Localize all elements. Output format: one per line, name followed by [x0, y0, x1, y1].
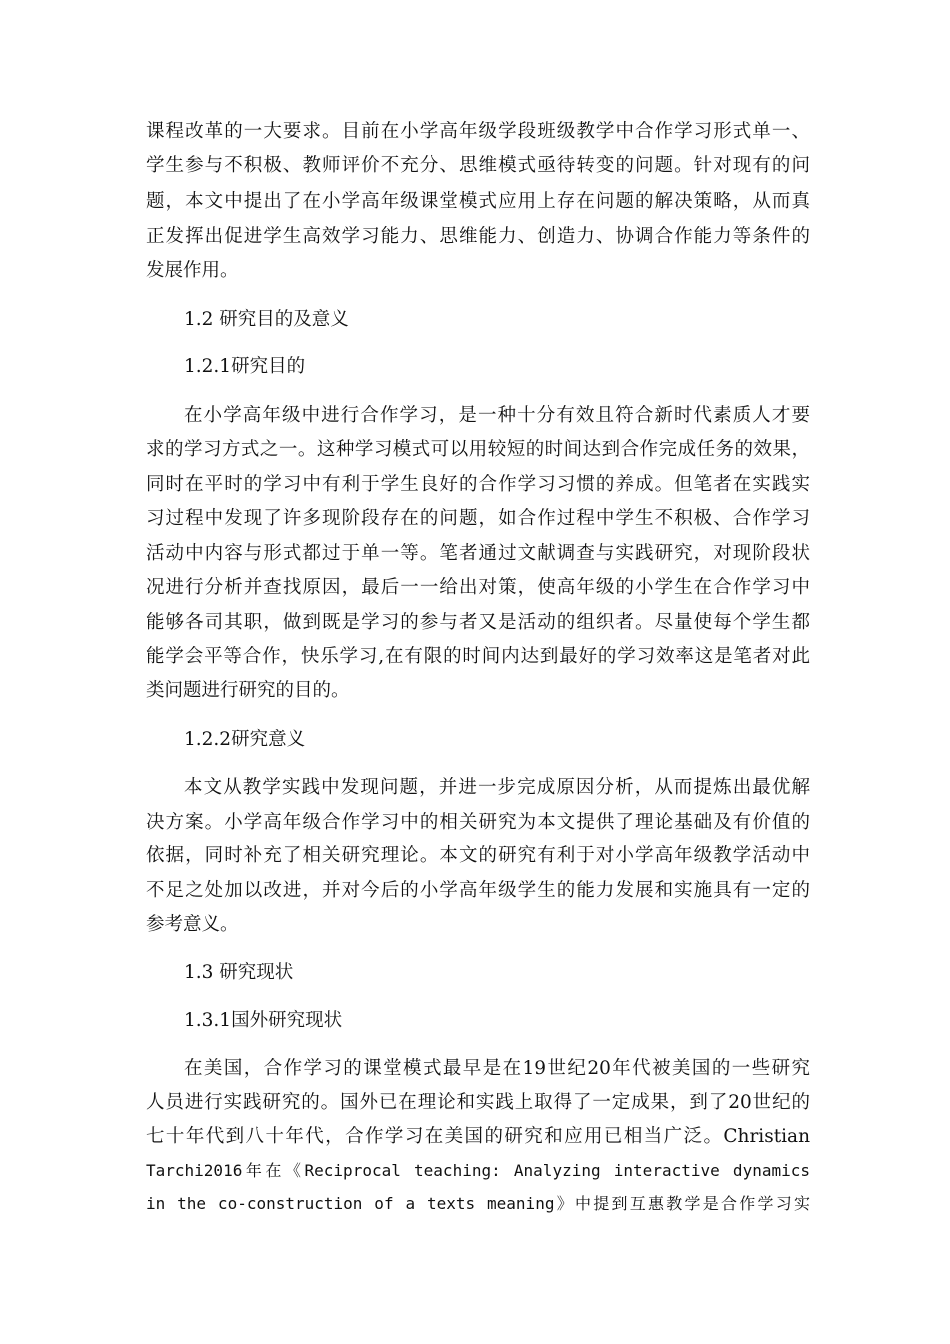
paragraph-line: 决方案。小学高年级合作学习中的相关研究为本文提供了理论基础及有价值的 — [146, 812, 810, 833]
paragraph-line: 课程改革的一大要求。目前在小学高年级学段班级教学中合作学习形式单一、 — [146, 121, 810, 142]
subsection-heading: 1.2.1研究目的 — [184, 356, 306, 377]
paragraph-line: 况进行分析并查找原因，最后一一给出对策，使高年级的小学生在合作学习中 — [146, 577, 810, 598]
paragraph-line: 能够各司其职，做到既是学习的参与者又是活动的组织者。尽量使每个学生都 — [146, 612, 810, 633]
paragraph-line: 在美国，合作学习的课堂模式最早是在19世纪20年代被美国的一些研究 — [184, 1058, 810, 1079]
paragraph-line: 七十年代到八十年代，合作学习在美国的研究和应用已相当广泛。Christian — [146, 1126, 810, 1147]
paragraph-line: in the co-construction of a texts meaning》中提到互惠教学是合作学习实 — [146, 1194, 810, 1213]
paragraph-line: 习过程中发现了许多现阶段存在的问题，如合作过程中学生不积极、合作学习 — [146, 508, 810, 529]
section-heading: 1.3 研究现状 — [184, 962, 294, 983]
paragraph-line: 本文从教学实践中发现问题，并进一步完成原因分析，从而提炼出最优解 — [184, 777, 810, 798]
paragraph-line: 参考意义。 — [146, 914, 239, 935]
section-heading: 1.2 研究目的及意义 — [184, 309, 349, 330]
paragraph-line: 人员进行实践研究的。国外已在理论和实践上取得了一定成果，到了20世纪的 — [146, 1092, 810, 1113]
paragraph-line: 正发挥出促进学生高效学习能力、思维能力、创造力、协调合作能力等条件的 — [146, 226, 810, 247]
paragraph-line: 在小学高年级中进行合作学习，是一种十分有效且符合新时代素质人才要 — [184, 405, 810, 426]
subsection-heading: 1.2.2研究意义 — [184, 729, 306, 750]
subsection-heading: 1.3.1国外研究现状 — [184, 1010, 343, 1031]
paragraph-line: 不足之处加以改进，并对今后的小学高年级学生的能力发展和实施具有一定的 — [146, 880, 810, 901]
paragraph-line: 能学会平等合作，快乐学习,在有限的时间内达到最好的学习效率这是笔者对此 — [146, 646, 810, 667]
paragraph-line: 依据，同时补充了相关研究理论。本文的研究有利于对小学高年级教学活动中 — [146, 845, 810, 866]
paragraph-line: 求的学习方式之一。这种学习模式可以用较短的时间达到合作完成任务的效果， — [146, 439, 810, 460]
paragraph-line: 学生参与不积极、教师评价不充分、思维模式亟待转变的问题。针对现有的问 — [146, 155, 810, 176]
paragraph-line: 发展作用。 — [146, 260, 239, 281]
paragraph-line: 类问题进行研究的目的。 — [146, 680, 350, 701]
paragraph-line: Tarchi2016年在《Reciprocal teaching: Analyzing interactive dynamics — [146, 1161, 810, 1180]
paragraph-line: 题，本文中提出了在小学高年级课堂模式应用上存在问题的解决策略，从而真 — [146, 191, 810, 212]
paragraph-line: 同时在平时的学习中有利于学生良好的合作学习习惯的养成。但笔者在实践实 — [146, 474, 810, 495]
paragraph-line: 活动中内容与形式都过于单一等。笔者通过文献调查与实践研究，对现阶段状 — [146, 543, 810, 564]
